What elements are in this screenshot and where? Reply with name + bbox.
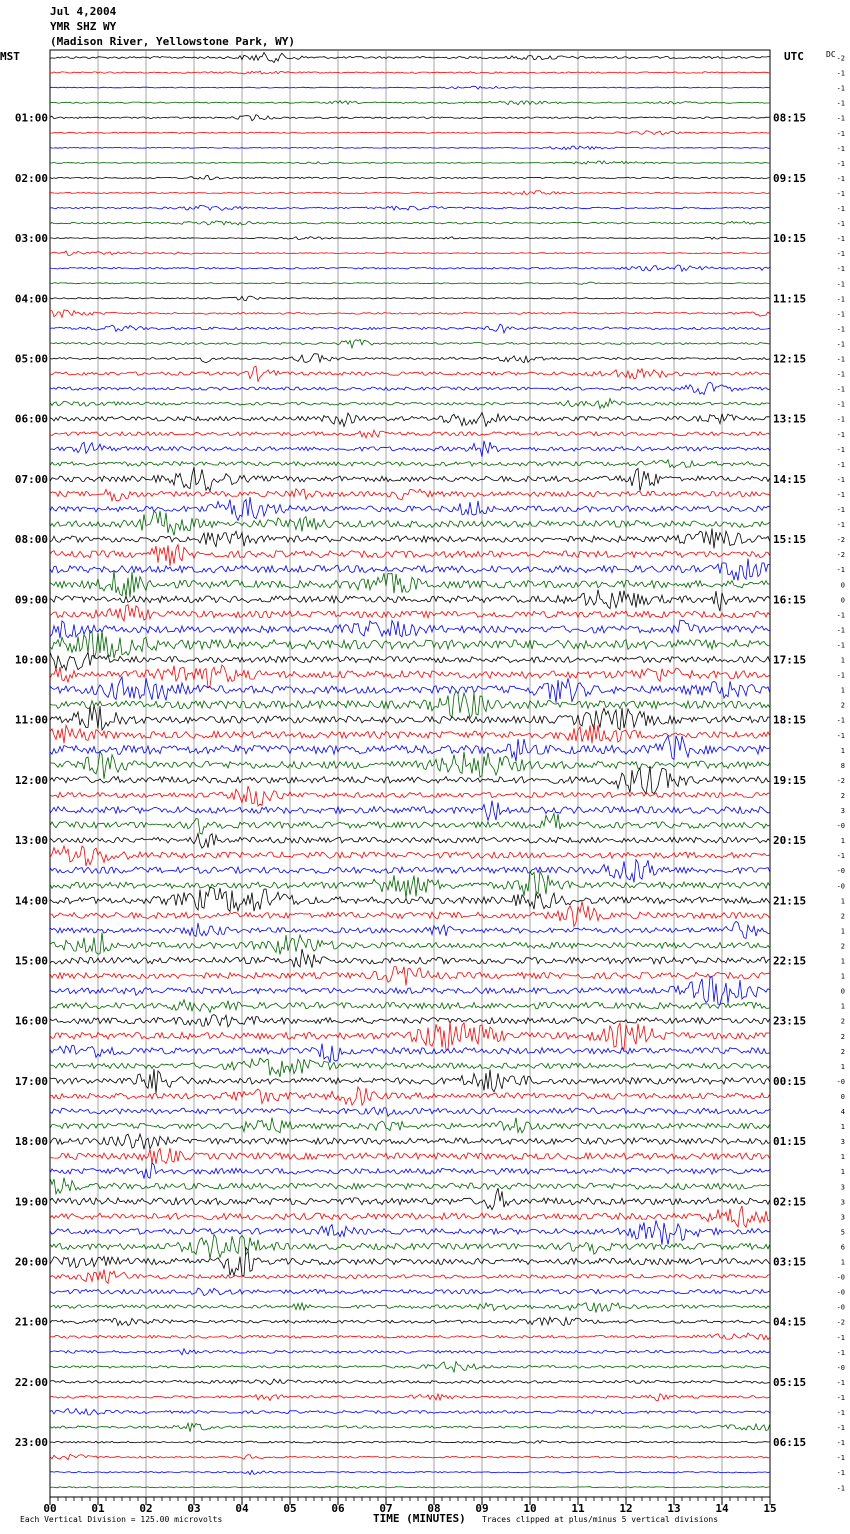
- trace-row: [50, 677, 770, 703]
- left-hour-label: 01:00: [14, 111, 48, 125]
- left-hour-label: 18:00: [14, 1135, 48, 1149]
- right-hour-label: 06:15: [773, 1436, 807, 1450]
- right-hour-label: 23:15: [773, 1014, 807, 1028]
- dc-offset-value: -1: [836, 205, 845, 213]
- dc-offset-value: 0: [840, 596, 845, 605]
- dc-offset-value: -1: [836, 445, 845, 454]
- x-tick-label: 06: [331, 1502, 345, 1515]
- dc-offset-value: 0: [840, 1092, 845, 1101]
- trace-row: [50, 1269, 770, 1283]
- dc-offset-value: -1: [836, 641, 845, 650]
- trace-row: [50, 1486, 770, 1488]
- dc-offset-value: -2: [836, 776, 845, 785]
- trace-row: [50, 846, 770, 866]
- trace-row: [50, 665, 770, 688]
- trace-row: [50, 366, 770, 381]
- left-hour-label: 11:00: [14, 713, 48, 727]
- trace-row: [50, 131, 770, 135]
- trace-row: [50, 489, 770, 501]
- dc-offset-value: 1: [840, 1258, 845, 1267]
- x-axis-label: TIME (MINUTES): [373, 1512, 466, 1525]
- dc-offset-value: -0: [836, 1273, 845, 1282]
- right-hour-label: 15:15: [773, 533, 807, 547]
- trace-row: [50, 86, 770, 89]
- right-hour-label: 04:15: [773, 1315, 807, 1329]
- x-tick-label: 12: [619, 1502, 633, 1515]
- plot-frame: [50, 50, 770, 1497]
- dc-offset-value: 2: [840, 1032, 845, 1041]
- dc-offset-value: -1: [836, 1424, 845, 1433]
- scale-note: Each Vertical Division = 125.00 microvolts: [20, 1515, 223, 1524]
- labels: [15, 55, 845, 1516]
- trace-row: [50, 161, 770, 164]
- dc-offset-value: 3: [840, 1213, 845, 1222]
- trace-row: [50, 282, 770, 284]
- trace-row: [50, 467, 770, 491]
- dc-offset-value: 1: [840, 837, 845, 846]
- x-tick-label: 04: [235, 1502, 249, 1515]
- left-hour-label: 22:00: [14, 1375, 48, 1389]
- right-hour-label: 00:15: [773, 1074, 807, 1088]
- left-hour-label: 17:00: [14, 1074, 48, 1088]
- dc-offset-value: 3: [840, 807, 845, 815]
- x-tick-label: 00: [43, 1502, 57, 1515]
- right-hour-label: 18:15: [773, 713, 807, 727]
- trace-row: [50, 834, 770, 849]
- right-hour-label: 22:15: [773, 954, 807, 968]
- trace-row: [50, 413, 770, 427]
- trace-row: [50, 871, 770, 898]
- dc-offset-value: -0: [836, 1363, 845, 1372]
- left-hour-label: 04:00: [14, 292, 48, 306]
- dc-offset-value: 1: [840, 957, 845, 966]
- x-tick-label: 13: [667, 1502, 681, 1515]
- trace-row: [50, 977, 770, 1005]
- trace-row: [50, 1362, 770, 1372]
- x-tick-label: 15: [763, 1502, 777, 1515]
- dc-offset-value: 3: [840, 1183, 845, 1192]
- trace-row: [50, 296, 770, 301]
- trace-row: [50, 901, 770, 926]
- dc-offset-value: -1: [836, 250, 845, 259]
- dc-offset-value: 5: [840, 1228, 845, 1237]
- dc-offset-value: -1: [836, 626, 845, 635]
- dc-offset-value: -1: [836, 144, 845, 153]
- dc-offset-value: 2: [840, 1047, 845, 1056]
- trace-row: [50, 967, 770, 986]
- dc-offset-value: -1: [836, 521, 845, 530]
- trace-row: [50, 497, 770, 520]
- dc-offset-value: 4: [840, 1108, 845, 1116]
- trace-row: [50, 221, 770, 225]
- dc-offset-value: -2: [836, 1318, 845, 1327]
- right-hour-label: 10:15: [773, 232, 807, 246]
- right-hour-label: 19:15: [773, 773, 807, 787]
- trace-row: [50, 860, 770, 883]
- right-hour-label: 14:15: [773, 472, 807, 486]
- dc-offset-value: 3: [840, 1138, 845, 1147]
- left-hour-label: 12:00: [14, 773, 48, 787]
- left-hour-label: 21:00: [14, 1315, 48, 1329]
- dc-offset-value: -0: [836, 882, 845, 891]
- trace-row: [50, 766, 770, 794]
- trace-row: [50, 724, 770, 743]
- left-hour-label: 03:00: [14, 232, 48, 246]
- x-tick-label: 10: [523, 1502, 537, 1515]
- trace-row: [50, 1349, 770, 1355]
- left-hour-label: 23:00: [14, 1436, 48, 1450]
- left-hour-label: 08:00: [14, 533, 48, 547]
- trace-row: [50, 1044, 770, 1063]
- trace-row: [50, 382, 770, 394]
- left-hour-label: 02:00: [14, 171, 48, 185]
- x-tick-label: 07: [379, 1502, 393, 1515]
- dc-offset-value: 0: [840, 987, 845, 996]
- dc-offset-value: -1: [836, 129, 845, 138]
- station-code: YMR SHZ WY: [50, 20, 117, 33]
- dc-offset-value: -0: [836, 822, 845, 831]
- dc-offset-value: -1: [836, 340, 845, 349]
- trace-row: [50, 191, 770, 195]
- trace-row: [50, 430, 770, 438]
- dc-offset-value: -1: [836, 731, 845, 740]
- dc-offset-value: -0: [836, 1288, 845, 1297]
- dc-offset-value: -1: [836, 280, 845, 289]
- trace-row: [50, 1022, 770, 1050]
- right-hour-label: 16:15: [773, 593, 807, 607]
- trace-row: [50, 813, 770, 834]
- left-timezone-label: MST: [0, 50, 20, 63]
- dc-offset-value: -1: [836, 475, 845, 484]
- left-hour-label: 10:00: [14, 653, 48, 667]
- trace-row: [50, 1134, 770, 1149]
- left-hour-label: 19:00: [14, 1195, 48, 1209]
- trace-row: [50, 354, 770, 363]
- trace-row: [50, 691, 770, 719]
- trace-row: [50, 1015, 770, 1027]
- dc-offset-value: -1: [836, 716, 845, 725]
- left-hour-label: 09:00: [14, 593, 48, 607]
- dc-offset-value: -1: [836, 99, 845, 108]
- dc-offset-value: -1: [836, 159, 845, 168]
- station-location: (Madison River, Yellowstone Park, WY): [50, 35, 296, 48]
- trace-row: [50, 53, 770, 63]
- dc-offset-value: 0: [840, 581, 845, 590]
- dc-offset-value: 1: [840, 1153, 845, 1162]
- dc-offset-value: -1: [836, 400, 845, 409]
- trace-row: [50, 511, 770, 536]
- right-hour-label: 11:15: [773, 292, 807, 306]
- trace-row: [50, 1235, 770, 1259]
- trace-row: [50, 1118, 770, 1133]
- dc-offset-value: -2: [836, 54, 845, 63]
- right-hour-label: 09:15: [773, 171, 807, 185]
- x-tick-label: 08: [427, 1502, 441, 1515]
- right-hour-label: 13:15: [773, 412, 807, 426]
- left-hour-label: 05:00: [14, 352, 48, 366]
- trace-row: [50, 528, 770, 548]
- dc-offset-value: -1: [836, 174, 845, 183]
- x-tick-label: 09: [475, 1502, 489, 1515]
- dc-offset-value: 6: [840, 1243, 845, 1252]
- left-hour-label: 15:00: [14, 954, 48, 968]
- trace-row: [50, 1470, 770, 1474]
- dc-offset-value: -1: [836, 1484, 845, 1493]
- dc-offset-value: 1: [840, 746, 845, 755]
- trace-row: [50, 949, 770, 968]
- trace-row: [50, 1379, 770, 1385]
- trace-row: [50, 1220, 770, 1244]
- trace-row: [50, 1333, 770, 1340]
- dc-label: DC: [826, 50, 836, 59]
- trace-row: [50, 205, 770, 210]
- trace-row: [50, 590, 770, 612]
- dc-offset-value: -1: [836, 355, 845, 364]
- dc-offset-value: -1: [836, 1393, 845, 1402]
- dc-offset-value: -1: [836, 1333, 845, 1342]
- right-hour-label: 01:15: [773, 1135, 807, 1149]
- dc-offset-value: 1: [840, 927, 845, 936]
- dc-offset-value: 1: [840, 656, 845, 665]
- left-hour-label: 16:00: [14, 1014, 48, 1028]
- trace-row: [50, 115, 770, 121]
- dc-offset-value: 1: [840, 1062, 845, 1071]
- x-tick-label: 14: [715, 1502, 729, 1515]
- trace-row: [50, 251, 770, 256]
- dc-offset-value: -1: [836, 430, 845, 439]
- dc-offset-value: -0: [836, 1077, 845, 1086]
- left-hour-label: 06:00: [14, 412, 48, 426]
- dc-offset-value: -1: [836, 1378, 845, 1387]
- trace-row: [50, 1206, 770, 1227]
- right-hour-label: 17:15: [773, 653, 807, 667]
- dc-offset-value: -1: [836, 370, 845, 379]
- trace-row: [50, 460, 770, 468]
- dc-offset-value: -2: [836, 551, 845, 560]
- trace-row: [50, 1107, 770, 1116]
- trace-row: [50, 736, 770, 762]
- right-hour-label: 03:15: [773, 1255, 807, 1269]
- dc-offset-value: -1: [836, 415, 845, 424]
- trace-row: [50, 933, 770, 955]
- dc-offset-value: 2: [840, 1017, 845, 1026]
- trace-row: [50, 1288, 770, 1296]
- record-date: Jul 4,2004: [50, 5, 117, 18]
- x-tick-label: 01: [91, 1502, 105, 1515]
- trace-row: [50, 706, 770, 730]
- dc-offset-value: -1: [836, 385, 845, 394]
- trace-row: [50, 1087, 770, 1105]
- dc-offset-value: -1: [836, 310, 845, 319]
- trace-row: [50, 1069, 770, 1093]
- dc-offset-value: -2: [836, 536, 845, 545]
- dc-offset-value: -1: [836, 490, 845, 499]
- dc-offset-value: -1: [836, 114, 845, 123]
- trace-row: [50, 441, 770, 457]
- dc-offset-value: -1: [836, 1348, 845, 1357]
- dc-offset-value: -1: [836, 235, 845, 244]
- right-hour-label: 12:15: [773, 352, 807, 366]
- trace-row: [50, 1248, 770, 1276]
- dc-offset-value: 1: [840, 1123, 845, 1132]
- trace-row: [50, 545, 770, 566]
- trace-row: [50, 1148, 770, 1164]
- trace-row: [50, 1409, 770, 1415]
- left-hour-label: 14:00: [14, 894, 48, 908]
- right-hour-label: 08:15: [773, 111, 807, 125]
- dc-offset-value: -1: [836, 566, 845, 575]
- dc-offset-value: 2: [840, 942, 845, 951]
- trace-row: [50, 620, 770, 638]
- dc-offset-value: -1: [836, 671, 845, 680]
- dc-offset-value: -1: [836, 460, 845, 469]
- right-hour-label: 02:15: [773, 1195, 807, 1209]
- trace-row: [50, 1423, 770, 1432]
- dc-offset-value: -1: [836, 1454, 845, 1463]
- dc-offset-value: -1: [836, 1439, 845, 1448]
- trace-row: [50, 887, 770, 911]
- trace-row: [50, 1317, 770, 1326]
- trace-row: [50, 176, 770, 180]
- dc-offset-value: 2: [840, 701, 845, 710]
- dc-offset-value: -1: [836, 265, 845, 274]
- trace-row: [50, 752, 770, 779]
- dc-offset-value: -1: [836, 325, 845, 334]
- trace-row: [50, 605, 770, 621]
- trace-row: [50, 324, 770, 333]
- trace-row: [50, 1303, 770, 1313]
- dc-offset-value: 1: [840, 1168, 845, 1177]
- left-hour-label: 20:00: [14, 1255, 48, 1269]
- trace-row: [50, 1163, 770, 1179]
- trace-row: [50, 1394, 770, 1401]
- dc-offset-value: -0: [836, 1303, 845, 1312]
- right-hour-label: 05:15: [773, 1375, 807, 1389]
- dc-offset-value: -1: [836, 852, 845, 861]
- dc-offset-value: 8: [840, 761, 845, 770]
- dc-offset-value: -1: [836, 189, 845, 198]
- dc-offset-value: 2: [840, 912, 845, 921]
- trace-row: [50, 265, 770, 271]
- trace-row: [50, 1178, 770, 1194]
- trace-row: [50, 1188, 770, 1210]
- grid: [50, 50, 770, 1505]
- dc-offset-value: 3: [840, 1198, 845, 1207]
- x-tick-label: 11: [571, 1502, 585, 1515]
- trace-row: [50, 71, 770, 74]
- dc-offset-value: 1: [840, 686, 845, 695]
- trace-row: [50, 310, 770, 317]
- dc-offset-value: -0: [836, 867, 845, 876]
- trace-row: [50, 801, 770, 821]
- left-hour-label: 13:00: [14, 834, 48, 848]
- trace-row: [50, 652, 770, 670]
- trace-row: [50, 1441, 770, 1444]
- dc-offset-value: 1: [840, 1002, 845, 1011]
- x-tick-label: 05: [283, 1502, 297, 1515]
- trace-row: [50, 922, 770, 939]
- x-tick-label: 02: [139, 1502, 153, 1515]
- trace-row: [50, 237, 770, 240]
- dc-offset-value: -1: [836, 506, 845, 514]
- dc-offset-value: 2: [840, 791, 845, 800]
- dc-offset-value: 1: [840, 897, 845, 906]
- trace-row: [50, 399, 770, 409]
- dc-offset-value: -1: [836, 69, 845, 78]
- trace-row: [50, 571, 770, 598]
- dc-offset-value: -1: [836, 1409, 845, 1417]
- dc-offset-value: -1: [836, 1469, 845, 1478]
- left-hour-label: 07:00: [14, 472, 48, 486]
- trace-row: [50, 146, 770, 150]
- trace-row: [50, 1454, 770, 1459]
- traces: [50, 53, 770, 1489]
- dc-offset-value: -1: [836, 220, 845, 229]
- right-hour-label: 20:15: [773, 834, 807, 848]
- x-tick-label: 03: [187, 1502, 201, 1515]
- trace-row: [50, 631, 770, 659]
- right-hour-label: 21:15: [773, 894, 807, 908]
- trace-row: [50, 786, 770, 806]
- dc-offset-value: -1: [836, 611, 845, 620]
- trace-row: [50, 101, 770, 105]
- trace-row: [50, 1000, 770, 1013]
- dc-offset-value: 1: [840, 972, 845, 981]
- right-timezone-label: UTC: [784, 50, 804, 63]
- clip-note: Traces clipped at plus/minus 5 vertical divisions: [482, 1515, 719, 1524]
- dc-offset-value: -1: [836, 84, 845, 93]
- trace-row: [50, 339, 770, 348]
- dc-offset-value: -1: [836, 295, 845, 304]
